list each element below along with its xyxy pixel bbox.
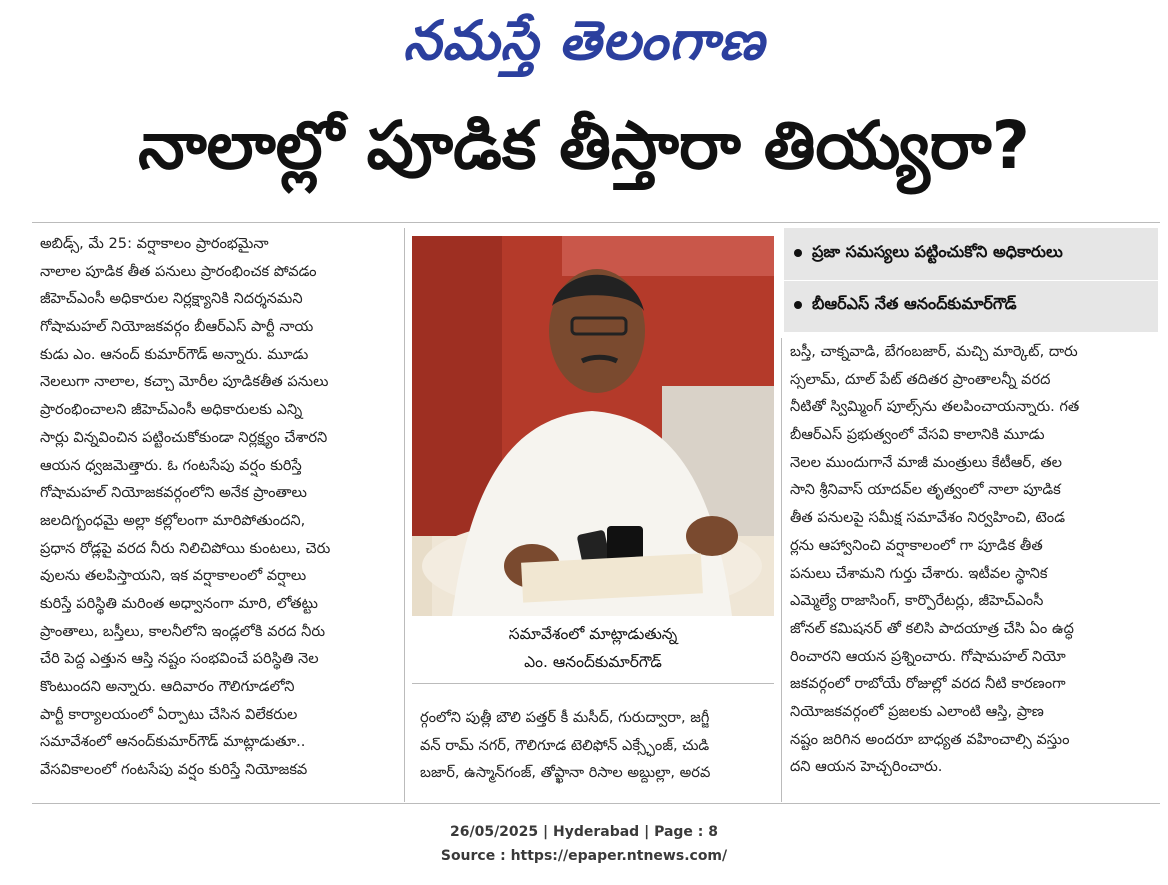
article-text-line: ర్లను ఆహ్వానించి వర్షాకాలంలో గా పూడిక తీత: [790, 536, 1043, 554]
article-text-line: స్సలామ్, దూల్ పేట్ తదితర ప్రాంతాలన్నీ వరద: [790, 370, 1051, 388]
article-text-line: పనులు చేశామని గుర్తు చేశారు. ఇటీవల స్థానిక: [790, 564, 1048, 582]
article-text-line: పార్టీ కార్యాలయంలో ఏర్పాటు చేసిన విలేకరుల: [40, 705, 298, 723]
newspaper-masthead: నమస్తే తెలంగాణ: [403, 9, 765, 72]
article-text-line: నియోజకవర్గంలో ప్రజలకు ఎలాంటి ఆస్తి, ప్రాణ: [790, 702, 1044, 720]
photo-caption: [412, 620, 774, 676]
article-text-line: నీటితో స్విమ్మింగ్ పూల్స్‌ను తలపించాయన్నారు. గత: [790, 398, 1080, 416]
article-text-line: చేరి పెద్ద ఎత్తున ఆస్తి నష్టం సంభవించే పరిస్థితి నెల: [40, 650, 319, 668]
column-divider: [404, 228, 405, 802]
article-text-line: నెలలుగా నాలాల, కచ్చా మోరీల పూడికతీత పనులు: [40, 373, 329, 391]
caption-divider: [412, 683, 774, 684]
article-text-line: గోషామహల్ నియోజకవర్గంలోని అనేక ప్రాంతాలు: [40, 484, 307, 502]
article-headline: నాలాల్లో పూడిక తీస్తారా తియ్యరా?: [138, 107, 1030, 184]
article-text-line: వన్ రామ్ నగర్, గౌలిగూడ టెలిఫోన్ ఎక్స్ఛేంజ్, చుడి: [420, 736, 710, 754]
article-text-line: నెలల ముందుగానే మాజీ మంత్రులు కేటీఆర్, తల: [790, 453, 1063, 471]
caption-line: ఎం. ఆనంద్‌కుమార్‌గౌడ్: [524, 653, 662, 671]
article-text-line: గోషామహల్ నియోజకవర్గం బీఆర్ఎస్ పార్టీ నాయ: [40, 318, 314, 336]
article-text-line: వేసవికాలంలో గంటసేపు వర్షం కురిస్తే నియోజకవ: [40, 761, 308, 779]
article-text-line: కురిస్తే పరిస్థితి మరింత అధ్వానంగా మారి, లోతట్టు: [40, 594, 318, 612]
speaker-photo: [412, 236, 774, 616]
bullet-icon: [794, 301, 802, 309]
article-text-line: కొంటుందని అన్నారు. ఆదివారం గౌలిగూడలోని: [40, 678, 295, 695]
article-text-line: ఎమ్మెల్యే రాజాసింగ్, కార్పొరేటర్లు, జీహెచ్ఎంసీ: [790, 592, 1044, 610]
footer-date-line: 26/05/2025 | Hyderabad | Page : 8: [449, 824, 719, 840]
article-text-line: తీత పనులపై సమీక్ష సమావేశం నిర్వహించి, టెండ: [790, 509, 1066, 527]
article-text-line: సాని శ్రీనివాస్ యాదవ్‌ల తృత్వంలో నాలా పూడిక: [790, 481, 1061, 499]
article-text-line: నష్టం జరిగిన అందరూ బాధ్యత వహించాల్సి వస్తుం: [790, 730, 1070, 748]
article-text-line: ప్రారంభించాలని జీహెచ్ఎంసీ అధికారులకు ఎన్ని: [40, 401, 303, 419]
article-text-line: జలదిగ్బంధమై అల్లా కల్లోలంగా మారిపోతుందని,: [40, 511, 306, 529]
footer-source-link[interactable]: Source : https://epaper.ntnews.com/: [440, 848, 728, 864]
article-text-line: ర్గంలోని పుత్లీ బౌలి పత్తర్ కీ మసీద్, గురుద్వారా, జగ్జీ: [420, 709, 710, 726]
article-text-line: సమావేశంలో ఆనంద్‌కుమార్‌గౌడ్ మాట్లాడుతూ..: [40, 733, 306, 751]
article-text-line: జకవర్గంలో రాబోయే రోజుల్లో వరద నీటి కారణంగా: [790, 675, 1066, 693]
article-text-line: బీఆర్ఎస్ ప్రభుత్వంలో వేసవి కాలానికి మూడు: [790, 426, 1045, 444]
highlight-text: బీఆర్ఎస్ నేత ఆనంద్‌కుమార్‌గౌడ్: [812, 294, 1017, 313]
article-text-line: కుడు ఎం. ఆనంద్ కుమార్‌గౌడ్ అన్నారు. మూడు: [40, 345, 309, 363]
highlight-item: [794, 294, 1017, 317]
article-text-line: ప్రాంతాలు, బస్తీలు, కాలనీలోని ఇండ్లలోకి వరద నీరు: [40, 622, 326, 640]
article-text-line: రించారని ఆయన ప్రశ్నించారు. గోషామహల్ నియో: [790, 647, 1066, 665]
article-text-line: ఆయన ధ్వజమెత్తారు. ఓ గంటసేపు వర్షం కురిస్తే: [40, 456, 302, 474]
caption-line: సమావేశంలో మాట్లాడుతున్న: [508, 625, 678, 643]
article-text-line: అబిడ్స్, మే 25: వర్షాకాలం ప్రారంభమైనా: [40, 235, 269, 252]
article-column-3: [790, 338, 1152, 781]
article-text-line: వులను తలపిస్తాయని, ఇక వర్షాకాలంలో వర్షాలు: [40, 567, 307, 585]
highlight-item: [794, 242, 1063, 265]
article-text-line: బస్తీ, చాక్నవాడి, బేగంబజార్, మచ్చి మార్కెట్, దారు: [790, 343, 1078, 360]
article-text-line: సార్లు విన్నవించిన పట్టించుకోకుండా నిర్లక్ష్యం చేశారని: [40, 428, 328, 446]
article-text-line: జీహెచ్ఎంసీ అధికారుల నిర్లక్ష్యానికి నిదర్శనమని: [40, 290, 303, 308]
article-text-line: ప్రధాన రోడ్లపై వరద నీరు నిలిచిపోయి కుంటలు, చెరు: [40, 539, 331, 557]
highlights-box: [784, 228, 1158, 332]
article-column-2: [420, 704, 780, 787]
highlight-separator: [784, 280, 1158, 281]
article-column-1: [40, 230, 398, 784]
article-text-line: నాలాల పూడిక తీత పనులు ప్రారంభించక పోవడం: [40, 262, 317, 280]
article-text-line: జోనల్ కమిషనర్ తో కలిసి పాదయాత్ర చేసి ఏం ఉద్ధ: [790, 619, 1074, 637]
bullet-icon: [794, 249, 802, 257]
highlight-text: ప్రజా సమస్యలు పట్టించుకోని అధికారులు: [812, 242, 1063, 261]
column-divider: [781, 338, 782, 802]
article-text-line: దని ఆయన హెచ్చరించారు.: [790, 758, 943, 776]
article-text-line: బజార్, ఉస్మాన్‌గంజ్, తోప్ఖానా రిసాల అబ్దుల్లా, అరవ: [420, 764, 711, 782]
